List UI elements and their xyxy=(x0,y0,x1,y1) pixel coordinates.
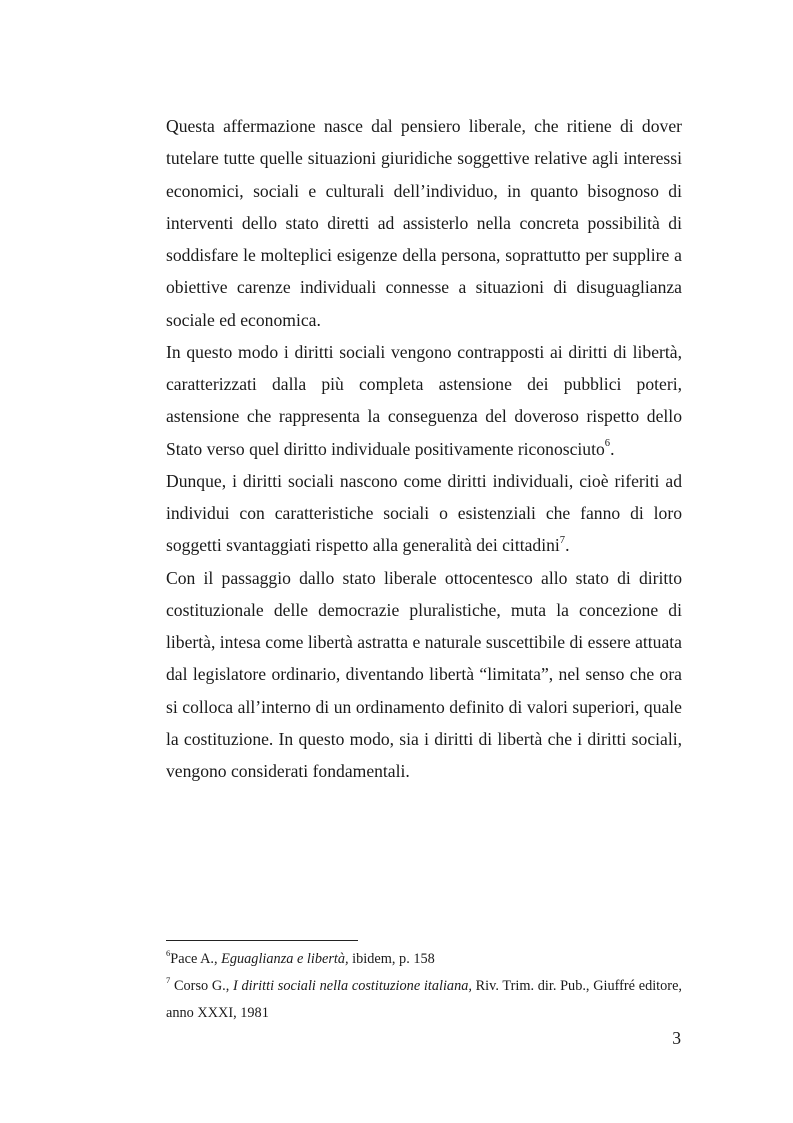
paragraph-2-tail: . xyxy=(610,438,615,459)
footnotes xyxy=(166,946,682,1027)
footnote-mark-7: 7 xyxy=(166,974,171,985)
footnote-7-title: I diritti sociali nella costituzione italiana, xyxy=(233,978,472,994)
paragraph-3-tail: . xyxy=(565,535,570,556)
paragraph-1 xyxy=(166,110,682,336)
paragraph-1-text: Questa affermazione nasce dal pensiero liberale, che ritiene di dover tutelare tutte quelle situazioni giuridiche soggettive relative agli interessi economici, sociali e culturali dell’individuo, in quanto bisognoso di interventi dello stato diretti ad assisterlo nella concreta possibilità di soddisfare le molteplici esigenze della persona, soprattutto per supplire a obiettive carenze individuali connesse a situazioni di disuguaglianza sociale ed economica. xyxy=(166,116,682,330)
footnote-7-source: Riv. Trim. dir. Pub., Giuffré editore, anno XXXI, 1981 xyxy=(166,978,682,1021)
footnote-6 xyxy=(166,946,682,973)
body-text xyxy=(166,110,682,787)
paragraph-3 xyxy=(166,465,682,562)
paragraph-4 xyxy=(166,562,682,788)
footnote-6-source: ibidem, p. 158 xyxy=(348,951,435,967)
footnote-ref-7[interactable]: 7 xyxy=(559,534,566,546)
footnote-7-author: Corso G., xyxy=(170,978,234,994)
paragraph-3-text: Dunque, i diritti sociali nascono come diritti individuali, cioè riferiti ad individui con caratteristiche sociali o esistenziali che fanno di loro soggetti svantaggiati rispetto alla generalità dei cittadini xyxy=(166,470,682,556)
paragraph-4-text: Con il passaggio dallo stato liberale ottocentesco allo stato di diritto costituzionale delle democrazie pluralistiche, muta la concezione di libertà, intesa come libertà astratta e naturale suscettibile di essere attuata dal legislatore ordinario, diventando libertà “limitata”, nel senso che ora si colloca all’interno di un ordinamento definito di valori superiori, quale la costituzione. In questo modo, sia i diritti di libertà che i diritti sociali, vengono considerati fondamentali. xyxy=(166,567,682,781)
paragraph-2 xyxy=(166,336,682,465)
footnote-7 xyxy=(166,973,682,1027)
footnote-6-author: Pace A., xyxy=(170,951,222,967)
footnote-6-title: Eguaglianza e libertà, xyxy=(221,951,349,967)
footnote-mark-6: 6 xyxy=(166,947,171,958)
page-number: 3 xyxy=(672,1028,681,1048)
footnote-divider xyxy=(166,940,358,941)
footnote-ref-6[interactable]: 6 xyxy=(604,438,611,450)
paragraph-2-text: In questo modo i diritti sociali vengono contrapposti ai diritti di libertà, caratterizzati dalla più completa astensione dei pubblici poteri, astensione che rappresenta la conseguenza del doveroso rispetto dello Stato verso quel diritto individuale positivamente riconosciuto xyxy=(166,341,682,459)
